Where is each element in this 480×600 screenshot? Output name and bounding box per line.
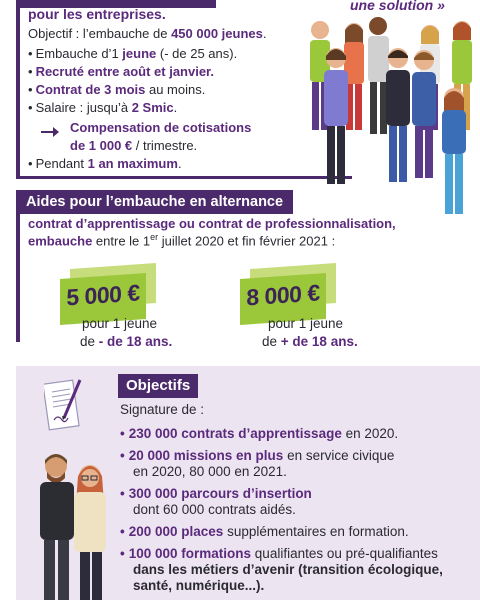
compensation-suffix: / trimestre.: [132, 138, 198, 153]
objective-line: [28, 26, 267, 41]
section1-frame: [16, 0, 20, 176]
objective-text: en service civique: [283, 448, 395, 463]
objective-item-5-line3: santé, numérique...).: [133, 578, 265, 593]
money-caption-line1: pour 1 jeune: [268, 316, 344, 331]
person-back-3: [368, 17, 389, 134]
objective-item-1: • 230 000 contrats d’apprentissage en 2020.: [120, 426, 399, 441]
caption-prefix: de: [80, 334, 99, 349]
objective-item-2-line2: en 2020, 80 000 en 2021.: [133, 464, 287, 479]
objective-prefix: Objectif : l’embauche de: [28, 26, 172, 41]
money-amount: 8 000 €: [246, 279, 320, 311]
section2-title: Aides pour l’embauche en alternance: [16, 190, 293, 214]
arrow-right-icon: [40, 126, 60, 138]
young-people-illustration: [290, 0, 480, 222]
objective-item-5: • 100 000 formations qualifiantes ou pré-qualifiantes: [120, 546, 438, 561]
money-caption-line1: pour 1 jeune: [82, 316, 158, 331]
objective-suffix: .: [262, 26, 267, 41]
man-figure: [40, 454, 74, 600]
bullet-duree: • Pendant 1 an maximum.: [28, 156, 182, 171]
compensation-line2: [70, 138, 197, 153]
woman-figure: [74, 465, 106, 600]
bullet-bold: Recruté entre août et janvier.: [35, 64, 215, 79]
bullet-bold: 1 an maximum: [87, 156, 178, 171]
objective-bold: 230 000 contrats d’apprentissage: [128, 426, 342, 441]
objective-item-5-line2: dans les métiers d’avenir (transition écologique,: [133, 562, 443, 577]
bullet-text: (- de 25 ans).: [156, 46, 238, 61]
caption-prefix: de: [262, 334, 281, 349]
bullet-text: .: [177, 156, 182, 171]
section2-line2-date-a: entre le 1: [95, 233, 151, 249]
caption-age: + de 18 ans.: [280, 334, 358, 349]
objectives-intro: Signature de :: [120, 402, 205, 417]
objective-item-2: • 20 000 missions en plus en service civique: [120, 448, 395, 463]
objective-bold: 100 000 formations: [128, 546, 252, 561]
objective-item-4: • 200 000 places supplémentaires en formation.: [120, 524, 409, 539]
money-caption-line2: [262, 334, 358, 349]
person-front-2: [386, 48, 410, 182]
signed-document-icon: [44, 374, 84, 434]
compensation-line1: Compensation de cotisations: [70, 120, 252, 135]
bullet-contrat: • Contrat de 3 mois au moins.: [28, 82, 206, 97]
money-caption-line2: [80, 334, 172, 349]
section2-line2-sup: er: [150, 232, 159, 242]
objective-item-3-line2: dont 60 000 contrats aidés.: [133, 502, 296, 517]
objectives-title: Objectifs: [118, 374, 198, 398]
money-amount: 5 000 €: [66, 279, 140, 311]
bullet-text: Pendant: [35, 156, 88, 171]
objective-item-3: • 300 000 parcours d’insertion: [120, 486, 312, 501]
bullet-text: Salaire : jusqu’à: [35, 100, 132, 115]
section2-line1: contrat d’apprentissage ou contrat de professionnalisation,: [28, 216, 396, 231]
objective-text: qualifiantes ou pré-qualifiantes: [251, 546, 438, 561]
compensation-amount: de 1 000 €: [70, 138, 133, 153]
bullet-embauche: • Embauche d’1 jeune (- de 25 ans).: [28, 46, 238, 61]
person-front-4: [442, 88, 466, 214]
section2-line2-date-b: juillet 2020 et fin février 2021: [158, 233, 328, 249]
corner-quote-text: une solution »: [350, 0, 445, 13]
objective-bold: 300 000 parcours d’insertion: [128, 486, 312, 501]
section2-line2-suffix: :: [327, 233, 336, 249]
caption-age: - de 18 ans.: [98, 334, 173, 349]
objective-bold: 200 000 places: [128, 524, 224, 539]
bullet-bold: jeune: [122, 46, 157, 61]
section1-line1: pour les entreprises.: [28, 6, 166, 22]
bullet-salaire: • Salaire : jusqu’à 2 Smic.: [28, 100, 178, 115]
objective-count: 450 000 jeunes: [171, 26, 263, 41]
section2-line2: [28, 232, 335, 248]
couple-illustration: [30, 448, 118, 600]
bullet-bold: Contrat de 3 mois: [35, 82, 146, 97]
bullet-text: au moins.: [145, 82, 206, 97]
bullet-text: .: [173, 100, 178, 115]
bullet-text: Embauche d’1: [35, 46, 123, 61]
bullet-bold: 2 Smic: [131, 100, 174, 115]
objective-text: en 2020.: [341, 426, 399, 441]
bullet-recrute: • Recruté entre août et janvier.: [28, 64, 215, 79]
objective-bold: 20 000 missions en plus: [128, 448, 284, 463]
objective-text: supplémentaires en formation.: [223, 524, 409, 539]
section2-line2-prefix: embauche: [28, 233, 96, 249]
